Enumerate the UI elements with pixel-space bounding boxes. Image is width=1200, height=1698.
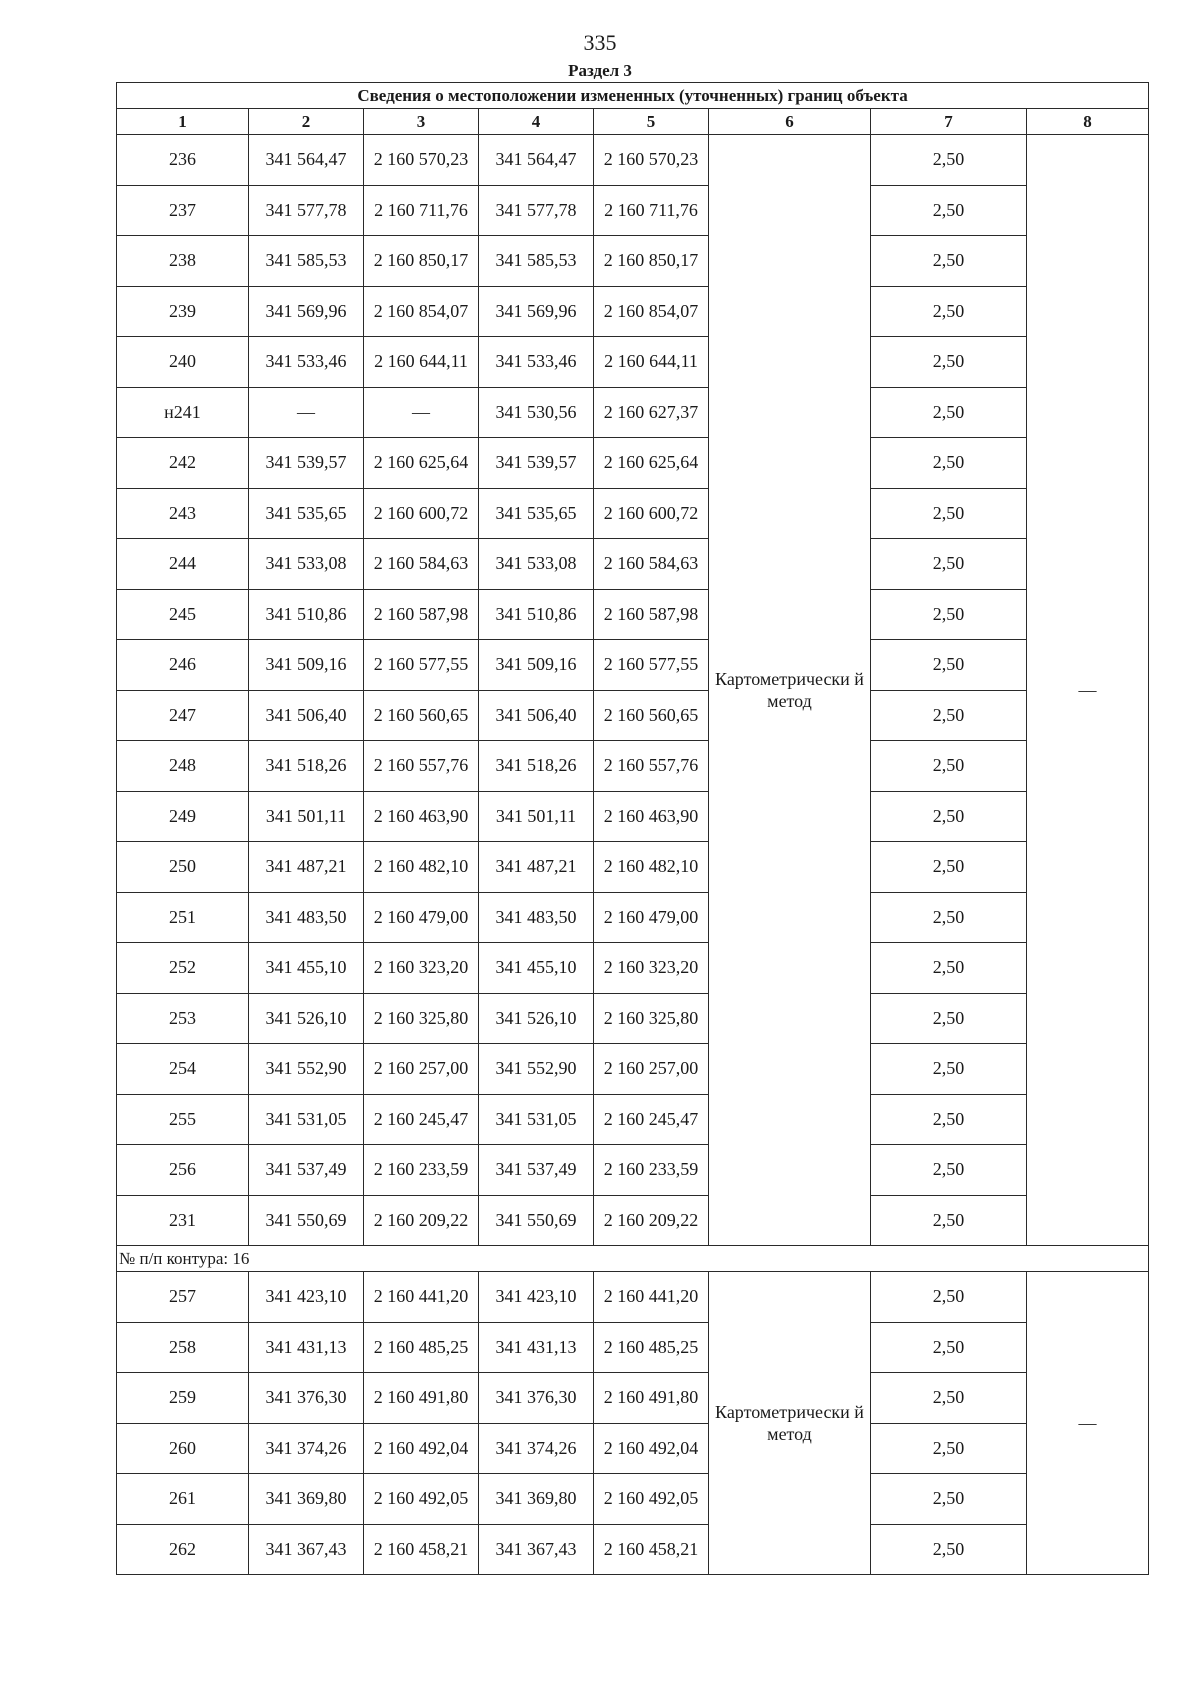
- refined-y-cell: 2 160 458,21: [594, 1524, 709, 1575]
- refined-x-cell: 341 518,26: [479, 741, 594, 792]
- existing-y-cell: 2 160 560,65: [364, 690, 479, 741]
- accuracy-cell: 2,50: [871, 892, 1027, 943]
- accuracy-cell: 2,50: [871, 387, 1027, 438]
- column-number: 4: [479, 109, 594, 135]
- existing-y-cell: 2 160 577,55: [364, 640, 479, 691]
- accuracy-cell: 2,50: [871, 1322, 1027, 1373]
- point-number-cell: 252: [117, 943, 249, 994]
- refined-x-cell: 341 509,16: [479, 640, 594, 691]
- table-caption: Сведения о местоположении измененных (уточненных) границ объекта: [117, 83, 1149, 109]
- refined-x-cell: 341 535,65: [479, 488, 594, 539]
- section-title: Раздел 3: [568, 61, 632, 80]
- table-row: [117, 1373, 1149, 1424]
- existing-y-cell: 2 160 491,80: [364, 1373, 479, 1424]
- refined-y-cell: 2 160 463,90: [594, 791, 709, 842]
- refined-x-cell: 341 537,49: [479, 1145, 594, 1196]
- refined-y-cell: 2 160 209,22: [594, 1195, 709, 1246]
- existing-x-cell: 341 526,10: [249, 993, 364, 1044]
- table-row: [117, 1044, 1149, 1095]
- accuracy-cell: 2,50: [871, 337, 1027, 388]
- existing-x-cell: 341 367,43: [249, 1524, 364, 1575]
- point-number-cell: 262: [117, 1524, 249, 1575]
- refined-x-cell: 341 431,13: [479, 1322, 594, 1373]
- point-number-cell: 245: [117, 589, 249, 640]
- table-row: [117, 1524, 1149, 1575]
- method-cell: Картометрически й метод: [709, 1272, 871, 1575]
- refined-y-cell: 2 160 482,10: [594, 842, 709, 893]
- point-number-cell: 248: [117, 741, 249, 792]
- point-number-cell: 237: [117, 185, 249, 236]
- refined-y-cell: 2 160 325,80: [594, 993, 709, 1044]
- refined-y-cell: 2 160 491,80: [594, 1373, 709, 1424]
- table-row: [117, 993, 1149, 1044]
- accuracy-cell: 2,50: [871, 1195, 1027, 1246]
- existing-x-cell: 341 585,53: [249, 236, 364, 287]
- point-number-cell: 243: [117, 488, 249, 539]
- refined-y-cell: 2 160 587,98: [594, 589, 709, 640]
- table-row: [117, 1474, 1149, 1525]
- point-number-cell: 238: [117, 236, 249, 287]
- existing-y-cell: 2 160 463,90: [364, 791, 479, 842]
- accuracy-cell: 2,50: [871, 589, 1027, 640]
- refined-y-cell: 2 160 850,17: [594, 236, 709, 287]
- existing-x-cell: 341 564,47: [249, 135, 364, 186]
- existing-y-cell: 2 160 233,59: [364, 1145, 479, 1196]
- existing-y-cell: 2 160 711,76: [364, 185, 479, 236]
- refined-x-cell: 341 501,11: [479, 791, 594, 842]
- table-row: [117, 1145, 1149, 1196]
- point-number-cell: 246: [117, 640, 249, 691]
- refined-y-cell: 2 160 711,76: [594, 185, 709, 236]
- accuracy-cell: 2,50: [871, 1272, 1027, 1323]
- refined-y-cell: 2 160 441,20: [594, 1272, 709, 1323]
- existing-x-cell: 341 509,16: [249, 640, 364, 691]
- method-cell: Картометрически й метод: [709, 135, 871, 1246]
- existing-y-cell: 2 160 584,63: [364, 539, 479, 590]
- point-number-cell: 239: [117, 286, 249, 337]
- table-row: [117, 488, 1149, 539]
- point-number-cell: 258: [117, 1322, 249, 1373]
- column-number: 2: [249, 109, 364, 135]
- contour-label: № п/п контура: 16: [117, 1246, 1149, 1272]
- existing-x-cell: 341 506,40: [249, 690, 364, 741]
- refined-x-cell: 341 577,78: [479, 185, 594, 236]
- existing-y-cell: 2 160 644,11: [364, 337, 479, 388]
- point-number-cell: 253: [117, 993, 249, 1044]
- table-row: [117, 387, 1149, 438]
- point-number-cell: 259: [117, 1373, 249, 1424]
- existing-y-cell: 2 160 441,20: [364, 1272, 479, 1323]
- description-cell: —: [1027, 135, 1149, 1246]
- refined-y-cell: 2 160 257,00: [594, 1044, 709, 1095]
- refined-y-cell: 2 160 584,63: [594, 539, 709, 590]
- refined-y-cell: 2 160 560,65: [594, 690, 709, 741]
- refined-x-cell: 341 539,57: [479, 438, 594, 489]
- table-body: [117, 83, 1149, 1575]
- refined-x-cell: 341 585,53: [479, 236, 594, 287]
- existing-y-cell: 2 160 854,07: [364, 286, 479, 337]
- accuracy-cell: 2,50: [871, 1373, 1027, 1424]
- point-number-cell: 255: [117, 1094, 249, 1145]
- accuracy-cell: 2,50: [871, 438, 1027, 489]
- existing-x-cell: 341 431,13: [249, 1322, 364, 1373]
- accuracy-cell: 2,50: [871, 1044, 1027, 1095]
- column-number-row: [117, 109, 1149, 135]
- point-number-cell: 244: [117, 539, 249, 590]
- refined-y-cell: 2 160 245,47: [594, 1094, 709, 1145]
- point-number-cell: 257: [117, 1272, 249, 1323]
- point-number-cell: 242: [117, 438, 249, 489]
- accuracy-cell: 2,50: [871, 135, 1027, 186]
- refined-x-cell: 341 369,80: [479, 1474, 594, 1525]
- accuracy-cell: 2,50: [871, 1474, 1027, 1525]
- existing-x-cell: 341 552,90: [249, 1044, 364, 1095]
- refined-y-cell: 2 160 644,11: [594, 337, 709, 388]
- table-row: [117, 236, 1149, 287]
- column-number: 5: [594, 109, 709, 135]
- refined-x-cell: 341 533,08: [479, 539, 594, 590]
- existing-y-cell: 2 160 458,21: [364, 1524, 479, 1575]
- refined-y-cell: 2 160 600,72: [594, 488, 709, 539]
- point-number-cell: 256: [117, 1145, 249, 1196]
- page-number: 335: [583, 30, 617, 55]
- refined-y-cell: 2 160 492,05: [594, 1474, 709, 1525]
- refined-y-cell: 2 160 492,04: [594, 1423, 709, 1474]
- existing-y-cell: 2 160 245,47: [364, 1094, 479, 1145]
- existing-y-cell: 2 160 325,80: [364, 993, 479, 1044]
- table-row: [117, 892, 1149, 943]
- existing-x-cell: 341 531,05: [249, 1094, 364, 1145]
- existing-x-cell: 341 369,80: [249, 1474, 364, 1525]
- point-number-cell: 260: [117, 1423, 249, 1474]
- refined-y-cell: 2 160 570,23: [594, 135, 709, 186]
- table-row: [117, 842, 1149, 893]
- table-row: [117, 1272, 1149, 1323]
- accuracy-cell: 2,50: [871, 791, 1027, 842]
- column-number: 6: [709, 109, 871, 135]
- existing-x-cell: 341 533,46: [249, 337, 364, 388]
- refined-y-cell: 2 160 854,07: [594, 286, 709, 337]
- point-number-cell: 240: [117, 337, 249, 388]
- point-number-cell: 261: [117, 1474, 249, 1525]
- refined-x-cell: 341 455,10: [479, 943, 594, 994]
- existing-y-cell: 2 160 587,98: [364, 589, 479, 640]
- accuracy-cell: 2,50: [871, 741, 1027, 792]
- contour-row: [117, 1246, 1149, 1272]
- refined-y-cell: 2 160 625,64: [594, 438, 709, 489]
- table-row: [117, 741, 1149, 792]
- description-cell: —: [1027, 1272, 1149, 1575]
- column-number: 1: [117, 109, 249, 135]
- refined-x-cell: 341 552,90: [479, 1044, 594, 1095]
- point-number-cell: 231: [117, 1195, 249, 1246]
- refined-x-cell: 341 564,47: [479, 135, 594, 186]
- accuracy-cell: 2,50: [871, 185, 1027, 236]
- refined-x-cell: 341 533,46: [479, 337, 594, 388]
- accuracy-cell: 2,50: [871, 488, 1027, 539]
- existing-y-cell: 2 160 479,00: [364, 892, 479, 943]
- existing-y-cell: 2 160 850,17: [364, 236, 479, 287]
- accuracy-cell: 2,50: [871, 943, 1027, 994]
- column-number: 8: [1027, 109, 1149, 135]
- accuracy-cell: 2,50: [871, 286, 1027, 337]
- point-number-cell: 249: [117, 791, 249, 842]
- existing-x-cell: 341 569,96: [249, 286, 364, 337]
- accuracy-cell: 2,50: [871, 539, 1027, 590]
- refined-x-cell: 341 550,69: [479, 1195, 594, 1246]
- existing-x-cell: 341 376,30: [249, 1373, 364, 1424]
- table-row: [117, 1195, 1149, 1246]
- existing-x-cell: 341 374,26: [249, 1423, 364, 1474]
- refined-y-cell: 2 160 323,20: [594, 943, 709, 994]
- point-number-cell: 236: [117, 135, 249, 186]
- existing-x-cell: 341 533,08: [249, 539, 364, 590]
- point-number-cell: 247: [117, 690, 249, 741]
- existing-y-cell: 2 160 625,64: [364, 438, 479, 489]
- existing-y-cell: 2 160 485,25: [364, 1322, 479, 1373]
- refined-x-cell: 341 569,96: [479, 286, 594, 337]
- accuracy-cell: 2,50: [871, 1423, 1027, 1474]
- existing-y-cell: —: [364, 387, 479, 438]
- point-number-cell: 251: [117, 892, 249, 943]
- existing-x-cell: 341 518,26: [249, 741, 364, 792]
- table-row: [117, 135, 1149, 186]
- existing-y-cell: 2 160 323,20: [364, 943, 479, 994]
- refined-y-cell: 2 160 557,76: [594, 741, 709, 792]
- table-row: [117, 589, 1149, 640]
- table-row: [117, 640, 1149, 691]
- accuracy-cell: 2,50: [871, 1145, 1027, 1196]
- existing-x-cell: 341 487,21: [249, 842, 364, 893]
- table-row: [117, 1094, 1149, 1145]
- table-row: [117, 791, 1149, 842]
- point-number-cell: н241: [117, 387, 249, 438]
- accuracy-cell: 2,50: [871, 1524, 1027, 1575]
- existing-y-cell: 2 160 209,22: [364, 1195, 479, 1246]
- table-row: [117, 337, 1149, 388]
- existing-y-cell: 2 160 257,00: [364, 1044, 479, 1095]
- table-row: [117, 185, 1149, 236]
- refined-x-cell: 341 367,43: [479, 1524, 594, 1575]
- existing-y-cell: 2 160 600,72: [364, 488, 479, 539]
- existing-x-cell: 341 537,49: [249, 1145, 364, 1196]
- refined-x-cell: 341 530,56: [479, 387, 594, 438]
- existing-x-cell: —: [249, 387, 364, 438]
- existing-x-cell: 341 455,10: [249, 943, 364, 994]
- point-number-cell: 254: [117, 1044, 249, 1095]
- refined-y-cell: 2 160 627,37: [594, 387, 709, 438]
- existing-y-cell: 2 160 482,10: [364, 842, 479, 893]
- column-number: 7: [871, 109, 1027, 135]
- existing-x-cell: 341 510,86: [249, 589, 364, 640]
- refined-x-cell: 341 487,21: [479, 842, 594, 893]
- existing-x-cell: 341 483,50: [249, 892, 364, 943]
- table-row: [117, 286, 1149, 337]
- accuracy-cell: 2,50: [871, 236, 1027, 287]
- existing-y-cell: 2 160 492,05: [364, 1474, 479, 1525]
- refined-y-cell: 2 160 485,25: [594, 1322, 709, 1373]
- coordinates-table: [116, 82, 1149, 1575]
- existing-x-cell: 341 535,65: [249, 488, 364, 539]
- refined-x-cell: 341 506,40: [479, 690, 594, 741]
- refined-x-cell: 341 376,30: [479, 1373, 594, 1424]
- existing-x-cell: 341 550,69: [249, 1195, 364, 1246]
- accuracy-cell: 2,50: [871, 1094, 1027, 1145]
- refined-x-cell: 341 510,86: [479, 589, 594, 640]
- accuracy-cell: 2,50: [871, 640, 1027, 691]
- refined-y-cell: 2 160 577,55: [594, 640, 709, 691]
- existing-y-cell: 2 160 492,04: [364, 1423, 479, 1474]
- table-row: [117, 690, 1149, 741]
- table-row: [117, 943, 1149, 994]
- existing-x-cell: 341 577,78: [249, 185, 364, 236]
- accuracy-cell: 2,50: [871, 842, 1027, 893]
- accuracy-cell: 2,50: [871, 993, 1027, 1044]
- table-row: [117, 1423, 1149, 1474]
- refined-x-cell: 341 423,10: [479, 1272, 594, 1323]
- refined-x-cell: 341 526,10: [479, 993, 594, 1044]
- table-row: [117, 1322, 1149, 1373]
- accuracy-cell: 2,50: [871, 690, 1027, 741]
- refined-y-cell: 2 160 479,00: [594, 892, 709, 943]
- refined-x-cell: 341 374,26: [479, 1423, 594, 1474]
- existing-x-cell: 341 539,57: [249, 438, 364, 489]
- refined-x-cell: 341 531,05: [479, 1094, 594, 1145]
- point-number-cell: 250: [117, 842, 249, 893]
- column-number: 3: [364, 109, 479, 135]
- existing-y-cell: 2 160 557,76: [364, 741, 479, 792]
- existing-x-cell: 341 501,11: [249, 791, 364, 842]
- refined-x-cell: 341 483,50: [479, 892, 594, 943]
- existing-y-cell: 2 160 570,23: [364, 135, 479, 186]
- table-row: [117, 539, 1149, 590]
- existing-x-cell: 341 423,10: [249, 1272, 364, 1323]
- refined-y-cell: 2 160 233,59: [594, 1145, 709, 1196]
- table-row: [117, 438, 1149, 489]
